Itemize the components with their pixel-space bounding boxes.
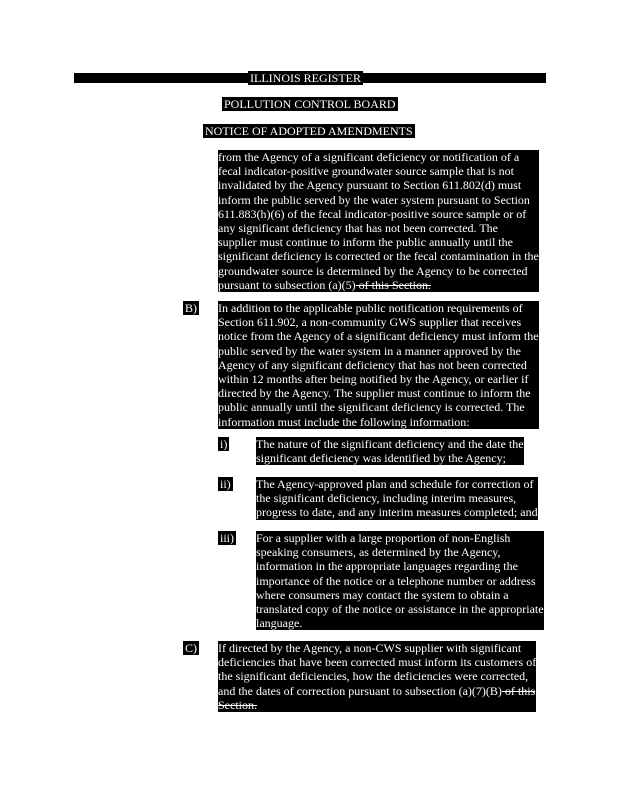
continuation-line: from the Agency of a significant deficiency or notification of a <box>218 150 539 164</box>
struck-text: of this Section. <box>355 277 431 292</box>
continuation-line: significant deficiency is corrected or the fecal contamination in the <box>218 249 539 264</box>
item-iii-line: language. <box>256 616 544 630</box>
continuation-line: any significant deficiency that has not been corrected. The <box>218 221 539 235</box>
item-iii-line: For a supplier with a large proportion of non-English <box>256 531 544 545</box>
struck-text: Section. <box>218 697 257 712</box>
item-c-line: deficiencies that have been corrected must inform its customers of <box>218 655 537 670</box>
item-i-paragraph <box>256 437 524 465</box>
continuation-last-line <box>218 278 539 292</box>
continuation-line: 611.883(h)(6) of the fecal indicator-positive source sample or of <box>218 207 539 221</box>
item-b-line: within 12 months after being notified by the Agency, or earlier if <box>218 372 539 386</box>
item-ii-label: ii) <box>220 477 231 491</box>
item-iii-label: iii) <box>220 531 234 545</box>
item-iii-line: translated copy of the notice or assistance in the appropriate <box>256 602 544 617</box>
item-c-final-line <box>218 698 536 712</box>
item-b-line: Section 611.902, a non-community GWS supplier that receives <box>218 315 539 329</box>
notice-title: NOTICE OF ADOPTED AMENDMENTS <box>205 124 413 138</box>
item-ii-line: the significant deficiency, including interim measures, <box>256 491 538 505</box>
item-iii-paragraph <box>256 531 544 630</box>
item-b-label: B) <box>185 301 197 315</box>
item-i-line: significant deficiency was identified by the Agency; <box>256 451 524 465</box>
continuation-line: groundwater source is determined by the Agency to be corrected <box>218 264 539 278</box>
item-ii-line: progress to date, and any interim measures completed; and <box>256 505 538 520</box>
item-b-line: notice from the Agency of a significant deficiency must inform the <box>218 329 539 344</box>
item-c-last-line <box>218 684 536 698</box>
item-c-paragraph <box>218 641 536 712</box>
item-ii-line: The Agency-approved plan and schedule for correction of <box>256 477 538 491</box>
continuation-line: inform the public served by the water system pursuant to Section <box>218 193 539 207</box>
continuation-paragraph <box>218 150 539 292</box>
continuation-line: supplier must continue to inform the public annually until the <box>218 235 539 249</box>
register-title: ILLINOIS REGISTER <box>250 71 361 85</box>
item-i-line: The nature of the significant deficiency and the date the <box>256 437 524 451</box>
item-iii-line: where consumers may contact the system to obtain a <box>256 588 544 602</box>
item-b-line: public served by the water system in a manner approved by the <box>218 344 539 358</box>
item-iii-line: speaking consumers, as determined by the Agency, <box>256 545 544 559</box>
item-iii-line: information in the appropriate languages regarding the <box>256 559 544 573</box>
item-iii-line: importance of the notice or a telephone number or address <box>256 574 544 588</box>
item-c-label: C) <box>185 641 197 655</box>
item-b-paragraph <box>218 301 539 429</box>
continuation-line: fecal indicator-positive groundwater source sample that is not <box>218 164 539 178</box>
item-b-line: public annually until the significant deficiency is corrected. The <box>218 400 539 414</box>
continuation-line: invalidated by the Agency pursuant to Section 611.802(d) must <box>218 178 539 192</box>
item-i-label: i) <box>220 437 228 451</box>
item-ii-paragraph <box>256 477 538 520</box>
item-c-last-prefix: and the dates of correction pursuant to subsection (a)(7)(B) <box>218 683 502 698</box>
item-b-line: directed by the Agency. The supplier must continue to inform the <box>218 386 539 400</box>
board-title: POLLUTION CONTROL BOARD <box>224 97 396 111</box>
struck-text: of this <box>501 683 536 698</box>
item-b-line: Agency of any significant deficiency that has not been corrected <box>218 358 539 372</box>
item-b-line: In addition to the applicable public notification requirements of <box>218 301 539 315</box>
continuation-last-prefix: pursuant to subsection (a)(5) <box>218 277 356 292</box>
item-b-line: information must include the following information: <box>218 415 539 429</box>
item-c-line: If directed by the Agency, a non-CWS supplier with significant <box>218 641 536 655</box>
item-c-line: the significant deficiencies, how the deficiencies were corrected, <box>218 669 536 683</box>
